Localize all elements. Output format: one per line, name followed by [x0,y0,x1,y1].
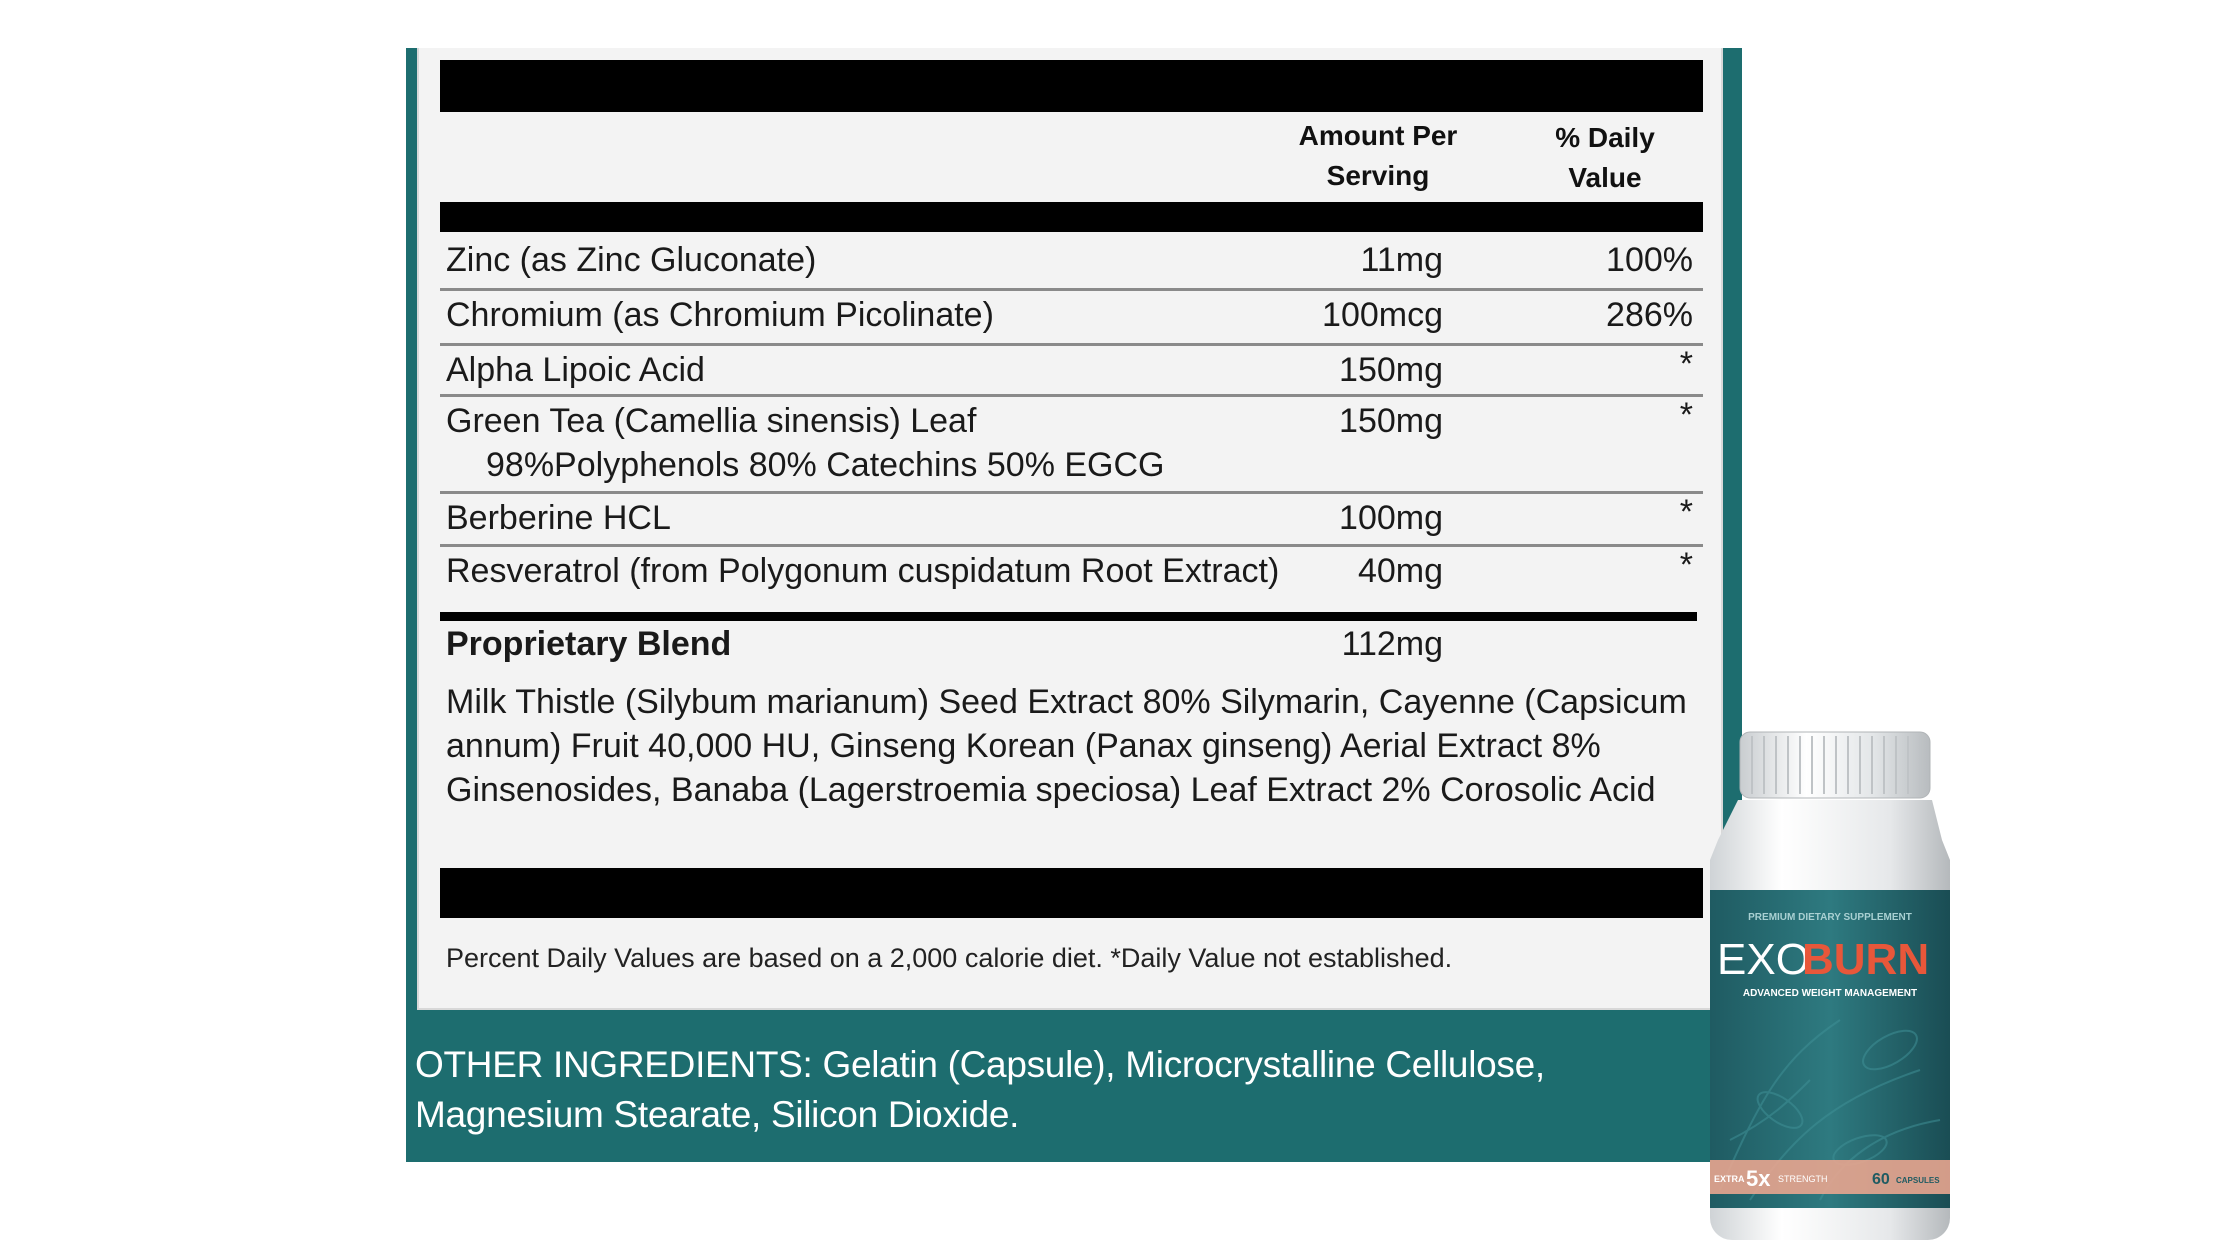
ingredient-row-alpha-lipoic [440,346,1703,396]
amount-per-serving-header: Amount Per Serving [1298,120,1458,191]
ingredient-row-green-tea [440,397,1703,491]
ingredient-row-zinc [440,236,1703,288]
ingredient-dv: * [1679,493,1693,531]
ingredient-dv: 100% [1606,241,1693,279]
top-black-bar [440,60,1703,112]
exoburn-bottle [1690,720,1960,1260]
ingredient-row-chromium [440,291,1703,343]
daily-value-header: % Daily Value [1555,122,1655,193]
blend-divider [440,612,1697,621]
ingredient-amount: 40mg [1357,552,1443,590]
blend-title: Proprietary Blend [446,625,732,663]
ingredient-dv: * [1679,345,1693,383]
blend-amount: 112mg [1341,625,1443,663]
ingredient-row-berberine [440,494,1703,544]
bottle-brand-exo: EXO [1717,935,1810,984]
ingredient-row-resveratrol [440,547,1703,603]
bottle-badge-strength: STRENGTH [1778,1174,1828,1184]
other-ingredients: OTHER INGREDIENTS: Gelatin (Capsule), Microcrystalline Cellulose, Magnesium Stearate, Silicon Dioxide. [415,1044,1545,1135]
ingredient-amount: 150mg [1339,351,1443,389]
bottom-black-bar [440,868,1703,918]
daily-value-footnote: Percent Daily Values are based on a 2,000 calorie diet. *Daily Value not established. [446,943,1453,973]
bottle-cap [1740,732,1930,798]
header-divider-bar [440,202,1703,232]
ingredient-dv: 286% [1606,296,1693,334]
bottle-badge-5x: 5x [1746,1166,1771,1191]
ingredient-amount: 11mg [1360,241,1443,279]
ingredient-name: Alpha Lipoic Acid [446,351,705,389]
bottle-subtitle: ADVANCED WEIGHT MANAGEMENT [1742,988,1918,999]
ingredient-dv: * [1679,546,1693,584]
ingredient-amount: 100mcg [1322,296,1443,334]
bottle-brand-burn: BURN [1802,935,1930,984]
ingredient-name: Green Tea (Camellia sinensis) Leaf [446,402,977,440]
ingredient-amount: 150mg [1339,402,1443,440]
ingredient-name: Resveratrol (from Polygonum cuspidatum Root Extract) [446,552,1280,590]
ingredient-name: Zinc (as Zinc Gluconate) [446,241,817,279]
ingredient-dv: * [1679,396,1693,434]
ingredient-name: Chromium (as Chromium Picolinate) [446,296,994,334]
bottle-capsule-label: CAPSULES [1896,1176,1940,1185]
bottle-badge-extra: EXTRA [1714,1174,1745,1184]
bottle-capsule-count: 60 [1872,1171,1890,1188]
blend-description: Milk Thistle (Silybum marianum) Seed Extract 80% Silymarin, Cayenne (Capsicum annum) Fruit 40,000 HU, Ginseng Korean (Panax ginseng) Aerial Extract 8% Ginsenosides, Banaba (Lagerstroemia speciosa) Leaf Extract 2% Corosolic Acid [446,683,1687,809]
ingredient-detail: 98%Polyphenols 80% Catechins 50% EGCG [486,446,1165,484]
bottle-tagline: PREMIUM DIETARY SUPPLEMENT [1748,912,1912,923]
ingredient-name: Berberine HCL [446,499,671,537]
ingredient-amount: 100mg [1339,499,1443,537]
